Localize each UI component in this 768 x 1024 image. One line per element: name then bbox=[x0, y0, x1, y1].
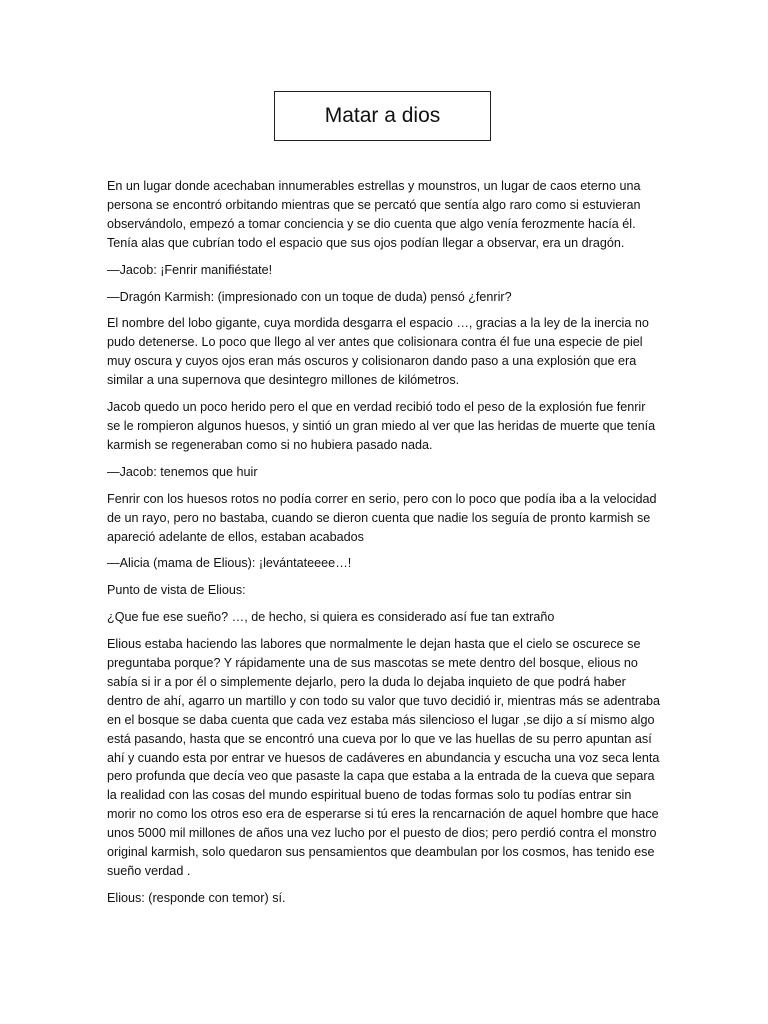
paragraph: En un lugar donde acechaban innumerables estrellas y mounstros, un lugar de caos eterno una persona se encontró orbitando mientras que se percató que sentía algo raro como si estuvieran observándolo, empezó a tomar conciencia y se dio cuenta que algo venía ferozmente hacía él. Tenía alas que cubrían todo el espacio que sus ojos podían llegar a observar, era un dragón. bbox=[107, 179, 641, 250]
paragraph: —Alicia (mama de Elious): ¡levántateeee…! bbox=[107, 556, 352, 571]
title-box bbox=[274, 91, 491, 141]
document-body bbox=[107, 177, 661, 916]
document-title: Matar a dios bbox=[324, 104, 441, 127]
paragraph: —Jacob: ¡Fenrir manifiéstate! bbox=[107, 262, 273, 277]
paragraph: ¿Que fue ese sueño? …, de hecho, si quiera es considerado así fue tan extraño bbox=[107, 610, 555, 625]
paragraph: Jacob quedo un poco herido pero el que en verdad recibió todo el peso de la explosión fue fenrir se le rompieron algunos huesos, y sintió un gran miedo al ver que las heridas de muerte que tenía karmish se regeneraban como si no hubiera pasado nada. bbox=[107, 400, 656, 452]
paragraph: —Dragón Karmish: (impresionado con un toque de duda) pensó ¿fenrir? bbox=[107, 289, 512, 304]
paragraph: Punto de vista de Elious: bbox=[107, 583, 246, 598]
paragraph: Elious estaba haciendo las labores que normalmente le dejan hasta que el cielo se oscurece se preguntaba porque? Y rápidamente una de sus mascotas se mete dentro del bosque, elious no sabía si ir a por él o simplemente dejarlo, pero la duda lo dejaba inquieto de que podrá haber dentro de ahí, agarro un martillo y con todo su valor que tuvo decidió ir, mientras más se adentraba en el bosque se daba cuenta que cada vez estaba más silencioso el lugar ,se dijo a sí mismo algo está pasando, hasta que se encontró una cueva por lo que ve las huellas de su perro apuntan así ahí y cuando esta por entrar ve huesos de cadáveres en abundancia y escucha una voz seca lenta pero profunda que decía veo que pasaste la capa que estaba a la entrada de la cueva que separa la realidad con las cosas del mundo espiritual bueno de todas formas solo tu podías entrar sin morir no como los otros eso era de esperarse si tú eres la rencarnación de aquel hombre que hace unos 5000 mil millones de años una vez lucho por el puesto de dios; pero perdió contra el monstro original karmish, solo quedaron sus pensamientos que deambulan por los cosmos, has tenido ese sueño verdad . bbox=[107, 637, 661, 878]
paragraph: —Jacob: tenemos que huir bbox=[107, 464, 258, 479]
paragraph: Fenrir con los huesos rotos no podía correr en serio, pero con lo poco que podía iba a la velocidad de un rayo, pero no bastaba, cuando se dieron cuenta que nadie los seguía de pronto karmish se apareció adelante de ellos, estaban acabados bbox=[107, 491, 657, 544]
paragraph: El nombre del lobo gigante, cuya mordida desgarra el espacio …, gracias a la ley de la inercia no pudo detenerse. Lo poco que llego al ver antes que colisionara contra él fue una especie de piel muy oscura y cuyos ojos eran más oscuros y colisionaron dando paso a una explosión que era similar a una supernova que desintegro millones de kilómetros. bbox=[107, 316, 649, 388]
paragraph: Elious: (responde con temor) sí. bbox=[107, 890, 286, 905]
